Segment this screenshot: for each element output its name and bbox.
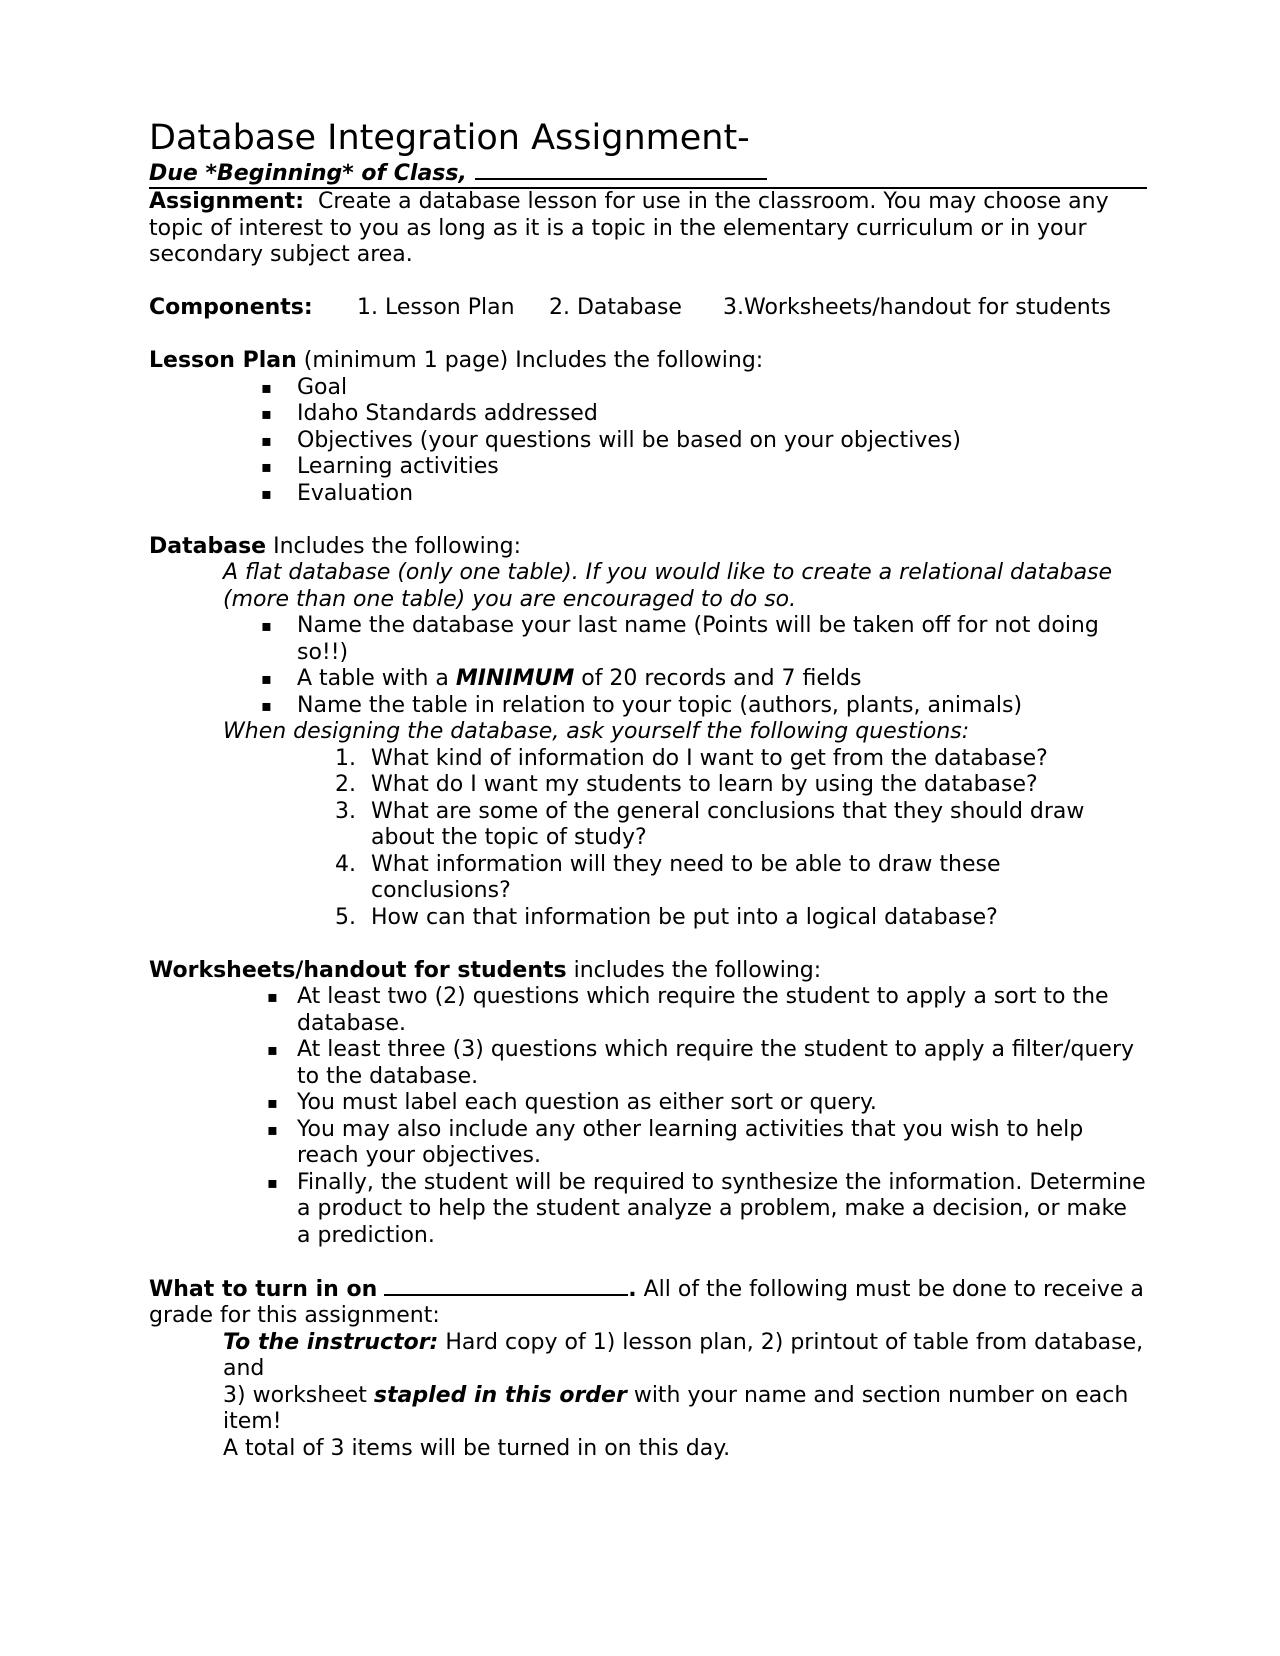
list-item: ▪ You may also include any other learning activities that you wish to help reach your objectives. [149, 1117, 1147, 1170]
list-number: 3. [335, 798, 356, 824]
list-item: ▪ You must label each question as either sort or query. [149, 1090, 1147, 1117]
assignment-label: Assignment: [149, 189, 304, 214]
minimum-emphasis: MINIMUM [455, 666, 575, 691]
list-item-text: What are some of the general conclusions that they should draw about the topic of study? [371, 798, 1085, 850]
turn-in-label: What to turn in on [149, 1276, 378, 1302]
list-item: ▪ At least two (2) questions which require the student to apply a sort to the database. [149, 984, 1147, 1037]
stapled-emphasis: stapled in this order [373, 1382, 627, 1408]
instructor-line [149, 1330, 1147, 1383]
list-item [149, 799, 1147, 852]
components-line [149, 295, 1147, 322]
due-label: Due *Beginning* of Class, [149, 161, 467, 186]
list-item: ▪ Name the database your last name (Points will be taken off for not doing so!!) [149, 613, 1147, 666]
component-worksheets: 3.Worksheets/handout for students [723, 295, 1111, 320]
questions-intro: When designing the database, ask yourself the following questions: [223, 719, 970, 744]
database-note: A flat database (only one table). If you would like to create a relational database (more than one table) you are encouraged to do so. [223, 560, 1113, 612]
lesson-plan-intro: (minimum 1 page) Includes the following: [303, 348, 764, 373]
components-label: Components: [149, 295, 313, 320]
list-item: ▪ Learning activities [149, 454, 1147, 481]
list-item: ▪ At least three (3) questions which require the student to apply a filter/query to the database. [149, 1037, 1147, 1090]
worksheets-list [149, 984, 1147, 1249]
list-item-text: A table with a [297, 666, 449, 691]
list-item [149, 746, 1147, 773]
order-text: 3) worksheet [223, 1382, 367, 1408]
page-title: Database Integration Assignment- [149, 118, 750, 158]
list-item-text: What information will they need to be able to draw these conclusions? [371, 851, 1001, 903]
list-item-text: What do I want my students to learn by using the database? [371, 772, 1038, 797]
turn-in-period: . [628, 1276, 637, 1302]
turn-in-paragraph [149, 1276, 1147, 1330]
turn-in-date-blank [384, 1276, 628, 1296]
worksheets-intro: includes the following: [573, 957, 822, 983]
instructor-label: To the instructor: [223, 1329, 439, 1355]
list-item [149, 905, 1147, 932]
component-database: 2. Database [549, 295, 682, 320]
list-item-text: How can that information be put into a logical database? [371, 904, 998, 930]
design-questions-list [149, 746, 1147, 932]
list-item: ▪ Finally, the student will be required to synthesize the information. Determine a product to help the student analyze a problem, make a decision, or make a prediction. [149, 1170, 1147, 1250]
list-item-text: What kind of information do I want to get from the database? [371, 745, 1048, 771]
list-item [149, 852, 1147, 905]
lesson-plan-list [149, 375, 1147, 508]
list-item: ▪ Idaho Standards addressed [149, 401, 1147, 428]
worksheets-heading [149, 958, 1147, 985]
lesson-plan-label: Lesson Plan [149, 348, 297, 373]
list-item-text: of 20 records and 7 fields [581, 666, 862, 691]
assignment-paragraph [149, 189, 1147, 269]
list-number: 4. [335, 851, 356, 877]
list-item: ▪ Objectives (your questions will be based on your objectives) [149, 428, 1147, 455]
list-number: 5. [335, 904, 356, 930]
order-text: with your name and section number on each item! [223, 1382, 1129, 1434]
due-line [149, 160, 1147, 187]
list-item: ▪ Evaluation [149, 481, 1147, 508]
database-list [149, 613, 1147, 719]
lesson-plan-heading [149, 348, 1147, 375]
assignment-text: Create a database lesson for use in the classroom. You may choose any topic of interest to you as long as it is a topic in the elementary curriculum or in your secondary subject area. [149, 189, 1109, 267]
list-item [149, 772, 1147, 799]
worksheets-label: Worksheets/handout for students [149, 957, 567, 983]
document-page [149, 118, 1147, 1462]
list-item [149, 666, 1147, 693]
due-date-blank [475, 160, 767, 180]
list-number: 1. [335, 745, 356, 771]
list-number: 2. [335, 772, 356, 797]
list-item: ▪ Goal [149, 375, 1147, 402]
total-items-line: A total of 3 items will be turned in on this day. [223, 1435, 731, 1461]
turn-in-text: All of the following must be done to receive a grade for this assignment: [149, 1276, 1144, 1328]
component-lesson-plan: 1. Lesson Plan [357, 295, 515, 320]
worksheet-order-line [149, 1383, 1147, 1436]
list-item: ▪ Name the table in relation to your topic (authors, plants, animals) [149, 693, 1147, 720]
instructor-text: Hard copy of 1) lesson plan, 2) printout of table from database, and [223, 1329, 1144, 1381]
database-heading [149, 534, 1147, 561]
database-intro: Includes the following: [273, 533, 522, 559]
database-label: Database [149, 533, 267, 559]
